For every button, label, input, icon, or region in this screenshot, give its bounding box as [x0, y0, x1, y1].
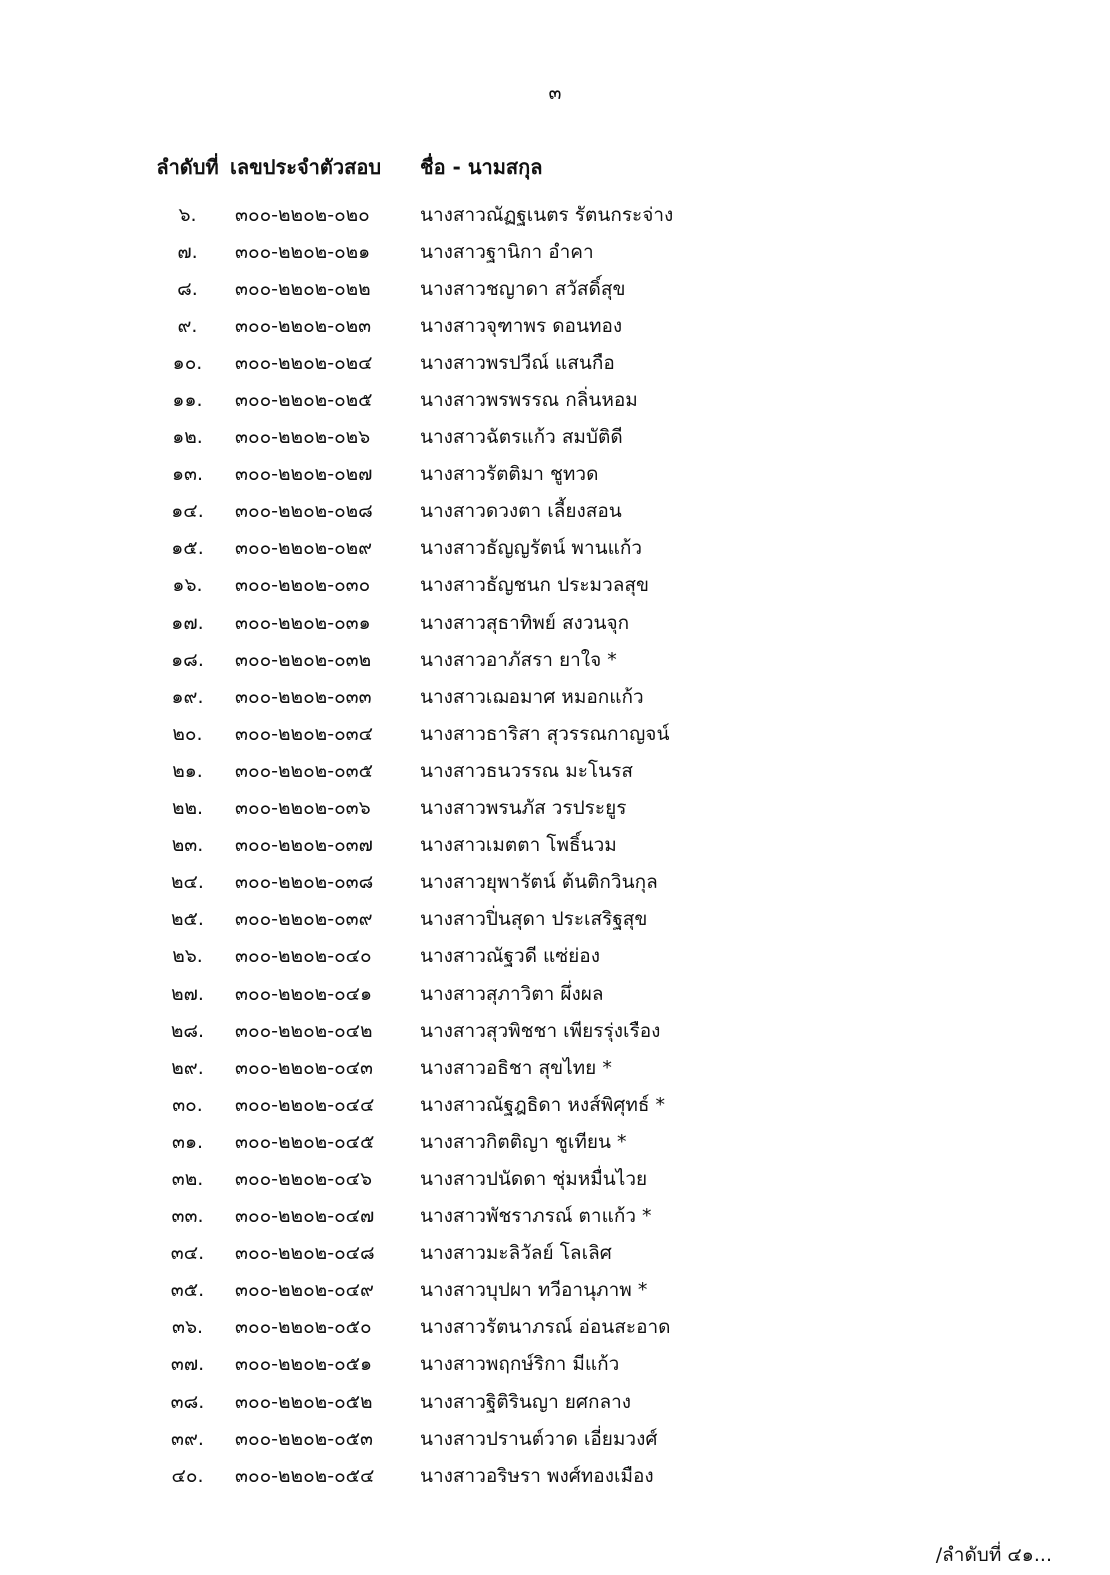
table-row [145, 530, 845, 567]
row-order: ๓๔. [170, 1242, 205, 1265]
row-exam-id: ๓๐๐-๒๒๐๒-๐๔๓ [235, 1056, 374, 1079]
table-row [145, 1198, 845, 1235]
row-order: ๒๔. [171, 871, 204, 894]
row-order: ๑๑. [172, 389, 203, 412]
table-row [145, 493, 845, 530]
table-row [145, 790, 845, 827]
row-exam-id: ๓๐๐-๒๒๐๒-๐๕๒ [235, 1390, 373, 1413]
row-exam-id: ๓๐๐-๒๒๐๒-๐๓๕ [235, 759, 374, 782]
table-row [145, 901, 845, 938]
row-full-name: นางสาวพัชราภรณ์ ตาแก้ว * [420, 1205, 652, 1228]
row-order: ๒๕. [171, 908, 204, 931]
row-exam-id: ๓๐๐-๒๒๐๒-๐๒๙ [235, 537, 373, 560]
row-order: ๒๓. [171, 834, 204, 857]
row-exam-id: ๓๐๐-๒๒๐๒-๐๔๙ [235, 1279, 374, 1302]
row-full-name: นางสาวจุฑาพร ดอนทอง [420, 314, 623, 337]
row-full-name: นางสาวปรานต์วาด เอี่ยมวงศ์ [420, 1427, 658, 1450]
table-row [145, 827, 845, 864]
row-order: ๓๐. [172, 1093, 203, 1116]
row-full-name: นางสาวพฤกษ์ริกา มีแก้ว [420, 1353, 620, 1376]
row-exam-id: ๓๐๐-๒๒๐๒-๐๔๑ [235, 982, 373, 1005]
row-order: ๒๒. [171, 797, 204, 820]
row-exam-id: ๓๐๐-๒๒๐๒-๐๔๖ [235, 1167, 373, 1190]
table-row [145, 1012, 845, 1049]
table-header [145, 148, 845, 186]
row-full-name: นางสาวฉัตรแก้ว สมบัติดี [420, 426, 623, 449]
row-exam-id: ๓๐๐-๒๒๐๒-๐๓๘ [235, 871, 374, 894]
header-full-name: ชื่อ - นามสกุล [420, 155, 543, 179]
table-row [145, 1049, 845, 1086]
row-full-name: นางสาวอาภัสรา ยาใจ * [420, 648, 617, 671]
page-number: ๓ [548, 82, 562, 104]
row-full-name: นางสาวรัตติมา ชูทวด [420, 463, 599, 486]
row-full-name: นางสาวดวงตา เลี้ยงสอน [420, 500, 622, 523]
table-row [145, 752, 845, 789]
table-row [145, 715, 845, 752]
row-exam-id: ๓๐๐-๒๒๐๒-๐๓๖ [235, 797, 371, 820]
row-exam-id: ๓๐๐-๒๒๐๒-๐๔๔ [235, 1093, 375, 1116]
row-full-name: นางสาวสุวพิชชา เพียรรุ่งเรือง [420, 1019, 661, 1042]
row-exam-id: ๓๐๐-๒๒๐๒-๐๒๔ [235, 351, 373, 374]
row-full-name: นางสาวชญาดา สวัสดิ์สุข [420, 277, 626, 300]
table-row [145, 456, 845, 493]
row-order: ๗. [177, 240, 198, 263]
table-row [145, 196, 845, 233]
row-order: ๓๑. [171, 1130, 204, 1153]
table-row [145, 1383, 845, 1420]
row-order: ๒๘. [170, 1019, 205, 1042]
row-order: ๒๖. [172, 945, 203, 968]
row-order: ๒๑. [172, 759, 203, 782]
row-exam-id: ๓๐๐-๒๒๐๒-๐๒๓ [235, 314, 372, 337]
table-row [145, 307, 845, 344]
row-order: ๒๐. [172, 722, 203, 745]
row-order: ๑๒. [172, 426, 203, 449]
row-full-name: นางสาวยุพารัตน์ ต้นติกวินกุล [420, 871, 658, 894]
table-row [145, 381, 845, 418]
table-row [145, 1160, 845, 1197]
table-row [145, 678, 845, 715]
table-row [145, 1272, 845, 1309]
table-row [145, 641, 845, 678]
row-order: ๑๐. [172, 351, 203, 374]
row-exam-id: ๓๐๐-๒๒๐๒-๐๓๙ [235, 908, 373, 931]
row-exam-id: ๓๐๐-๒๒๐๒-๐๔๕ [235, 1130, 375, 1153]
header-order: ลำดับที่ [156, 155, 219, 179]
row-order: ๓๘. [170, 1390, 205, 1413]
row-order: ๔๐. [171, 1464, 204, 1487]
row-exam-id: ๓๐๐-๒๒๐๒-๐๓๐ [235, 574, 371, 597]
table-row [145, 1086, 845, 1123]
row-order: ๑๕. [171, 537, 204, 560]
row-full-name: นางสาวฐานิกา อำคา [420, 240, 594, 263]
row-order: ๑๓. [171, 463, 204, 486]
table-row [145, 567, 845, 604]
row-exam-id: ๓๐๐-๒๒๐๒-๐๒๕ [235, 389, 373, 412]
row-exam-id: ๓๐๐-๒๒๐๒-๐๒๒ [235, 277, 371, 300]
row-full-name: นางสาวบุปผา ทวีอานุภาพ * [420, 1279, 648, 1302]
row-full-name: นางสาวพรปวีณ์ แสนกือ [420, 351, 615, 374]
row-full-name: นางสาวณัฏฐเนตร รัตนกระจ่าง [420, 203, 674, 226]
row-exam-id: ๓๐๐-๒๒๐๒-๐๕๐ [235, 1316, 372, 1339]
row-full-name: นางสาวเมตตา โพธิ์นวม [420, 834, 617, 857]
row-full-name: นางสาวสุภาวิตา ผึ่งผล [420, 982, 604, 1005]
row-order: ๒๗. [171, 982, 204, 1005]
table-row [145, 233, 845, 270]
table-row [145, 1346, 845, 1383]
row-full-name: นางสาวเฌอมาศ หมอกแก้ว [420, 685, 644, 708]
row-order: ๓๙. [171, 1427, 204, 1450]
table-body [145, 196, 845, 1494]
row-exam-id: ๓๐๐-๒๒๐๒-๐๒๗ [235, 463, 373, 486]
table-row [145, 270, 845, 307]
row-full-name: นางสาวธัญชนก ประมวลสุข [420, 574, 649, 597]
row-exam-id: ๓๐๐-๒๒๐๒-๐๔๒ [235, 1019, 373, 1042]
row-full-name: นางสาวอริษรา พงศ์ทองเมือง [420, 1464, 654, 1487]
row-order: ๙. [177, 314, 198, 337]
row-full-name: นางสาวพรพรรณ กลิ่นหอม [420, 389, 638, 412]
header-exam-id: เลขประจำตัวสอบ [230, 155, 382, 179]
row-exam-id: ๓๐๐-๒๒๐๒-๐๓๓ [235, 685, 372, 708]
row-order: ๓๖. [171, 1316, 204, 1339]
row-order: ๑๘. [171, 648, 204, 671]
candidate-table [145, 148, 845, 1494]
table-row [145, 975, 845, 1012]
row-order: ๑๖. [172, 574, 203, 597]
row-order: ๓๓. [171, 1205, 204, 1228]
row-exam-id: ๓๐๐-๒๒๐๒-๐๓๔ [235, 722, 374, 745]
row-full-name: นางสาวปิ่นสุดา ประเสริฐสุข [420, 908, 648, 931]
row-exam-id: ๓๐๐-๒๒๐๒-๐๒๖ [235, 426, 371, 449]
row-exam-id: ๓๐๐-๒๒๐๒-๐๕๔ [235, 1464, 375, 1487]
row-order: ๑๗. [171, 611, 204, 634]
row-exam-id: ๓๐๐-๒๒๐๒-๐๓๒ [235, 648, 372, 671]
row-full-name: นางสาวณัฐวดี แซ่ย่อง [420, 945, 600, 968]
row-order: ๒๙. [171, 1056, 204, 1079]
row-exam-id: ๓๐๐-๒๒๐๒-๐๔๗ [235, 1205, 375, 1228]
row-full-name: นางสาวสุธาทิพย์ สงวนจุก [420, 611, 630, 634]
row-exam-id: ๓๐๐-๒๒๐๒-๐๕๑ [235, 1353, 373, 1376]
table-row [145, 1420, 845, 1457]
row-order: ๑๔. [171, 500, 204, 523]
table-row [145, 1457, 845, 1494]
row-full-name: นางสาวกิตติญา ชูเทียน * [420, 1130, 627, 1153]
row-order: ๓๗. [170, 1353, 205, 1376]
row-order: ๑๙. [171, 685, 204, 708]
row-full-name: นางสาวธาริสา สุวรรณกาญจน์ [420, 722, 670, 745]
table-row [145, 344, 845, 381]
row-full-name: นางสาวปนัดดา ชุ่มหมื่นไวย [420, 1167, 648, 1190]
row-exam-id: ๓๐๐-๒๒๐๒-๐๒๑ [235, 240, 371, 263]
row-full-name: นางสาวอธิชา สุขไทย * [420, 1056, 612, 1079]
row-order: ๘. [177, 277, 198, 300]
row-full-name: นางสาวณัฐฎธิดา หงส์พิศุทธ์ * [420, 1093, 666, 1116]
table-row [145, 1309, 845, 1346]
row-exam-id: ๓๐๐-๒๒๐๒-๐๒๐ [235, 203, 370, 226]
row-full-name: นางสาวมะลิวัลย์ โลเลิศ [420, 1242, 612, 1265]
row-exam-id: ๓๐๐-๒๒๐๒-๐๓๗ [235, 834, 373, 857]
table-row [145, 938, 845, 975]
row-exam-id: ๓๐๐-๒๒๐๒-๐๔๐ [235, 945, 372, 968]
table-row [145, 419, 845, 456]
row-order: ๓๒. [171, 1167, 204, 1190]
table-row [145, 864, 845, 901]
row-full-name: นางสาวธนวรรณ มะโนรส [420, 759, 633, 782]
row-order: ๓๕. [170, 1279, 205, 1302]
row-full-name: นางสาวพรนภัส วรประยูร [420, 797, 627, 820]
row-exam-id: ๓๐๐-๒๒๐๒-๐๓๑ [235, 611, 371, 634]
row-full-name: นางสาวรัตนาภรณ์ อ่อนสะอาด [420, 1316, 671, 1339]
row-exam-id: ๓๐๐-๒๒๐๒-๐๕๓ [235, 1427, 374, 1450]
table-row [145, 1235, 845, 1272]
row-order: ๖. [178, 203, 197, 226]
row-full-name: นางสาวฐิติรินญา ยศกลาง [420, 1390, 632, 1413]
row-exam-id: ๓๐๐-๒๒๐๒-๐๒๘ [235, 500, 373, 523]
row-exam-id: ๓๐๐-๒๒๐๒-๐๔๘ [235, 1242, 375, 1265]
table-row [145, 604, 845, 641]
table-row [145, 1123, 845, 1160]
continuation-note: /ลำดับที่ ๔๑... [935, 1544, 1052, 1566]
row-full-name: นางสาวธัญญรัตน์ พานแก้ว [420, 537, 643, 560]
